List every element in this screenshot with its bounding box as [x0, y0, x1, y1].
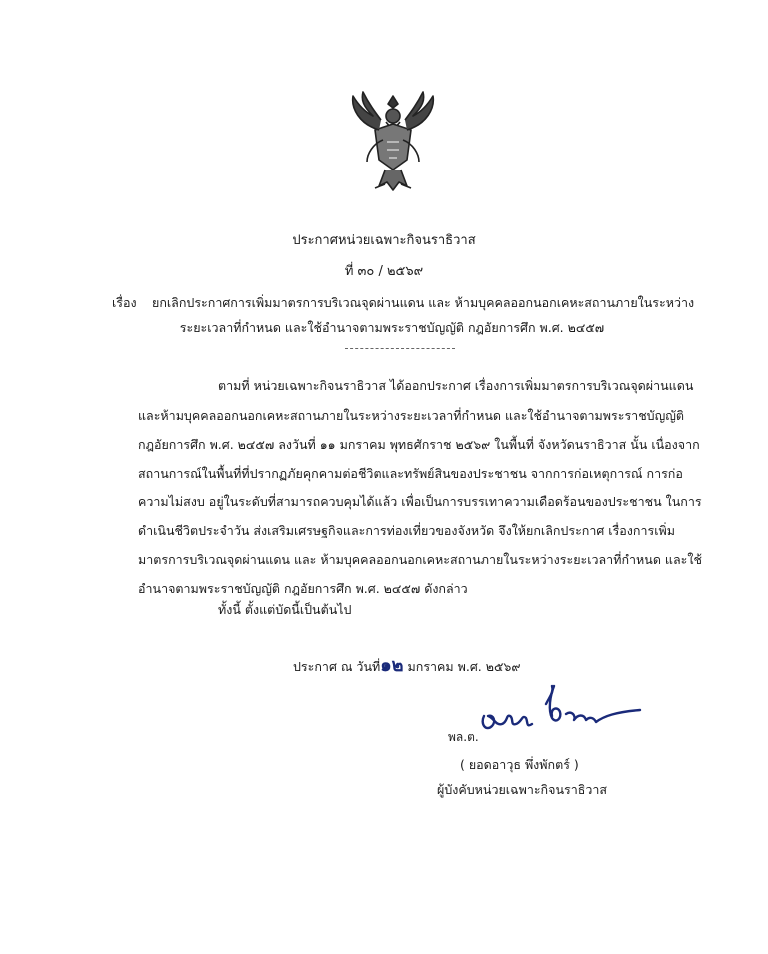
announcement-title: ประกาศหน่วยเฉพาะกิจนราธิวาส: [292, 233, 476, 248]
announce-date: [293, 650, 521, 679]
signer-position: ผู้บังคับหน่วยเฉพาะกิจนราธิวาส: [437, 782, 608, 797]
body-line: ดำเนินชีวิตประจำวัน ส่งเสริมเศรษฐกิจและการท่องเที่ยวของจังหวัด จึงให้ยกเลิกประกาศ เรื่องการเพิ่ม: [138, 523, 675, 538]
subject-line-1: ยกเลิกประกาศการเพิ่มมาตรการบริเวณจุดผ่านแดน และ ห้ามบุคคลออกนอกเคหะสถานภายในระหว่าง: [152, 295, 695, 310]
body-line: อำนาจตามพระราชบัญญัติ กฎอัยการศึก พ.ศ. ๒๔๕๗ ดังกล่าว: [138, 581, 468, 596]
announce-day: ๑๒: [380, 655, 404, 676]
body-line: ตามที่ หน่วยเฉพาะกิจนราธิวาส ได้ออกประกาศ เรื่องการเพิ่มมาตรการบริเวณจุดผ่านแดน: [218, 378, 694, 393]
body-line: และห้ามบุคคลออกนอกเคหะสถานภายในระหว่างระยะเวลาที่กำหนด และใช้อำนาจตามพระราชบัญญัติ: [138, 408, 685, 423]
body-line: กฎอัยการศึก พ.ศ. ๒๔๕๗ ลงวันที่ ๑๑ มกราคม พุทธศักราช ๒๕๖๙ ในพื้นที่ จังหวัดนราธิวาส นั้น เนื่องจาก: [138, 437, 700, 452]
body-line: สถานการณ์ในพื้นที่ที่ปรากฏภัยคุกคามต่อชีวิตและทรัพย์สินของประชาชน จากการก่อเหตุการณ์ การก่อ: [138, 466, 683, 481]
announce-date-prefix: ประกาศ ณ วันที่: [293, 659, 381, 674]
handwritten-signature: [470, 682, 650, 752]
separator-line: [345, 348, 455, 349]
subject-label: เรื่อง: [112, 295, 137, 310]
signer-rank: พล.ต.: [448, 730, 479, 744]
body-line: มาตรการบริเวณจุดผ่านแดน และ ห้ามบุคคลออกนอกเคหะสถานภายในระหว่างระยะเวลาที่กำหนด และใช้: [138, 552, 702, 567]
announce-date-suffix: มกราคม พ.ศ. ๒๕๖๙: [403, 659, 521, 674]
announcement-number: ที่ ๓๐ / ๒๕๖๙: [344, 264, 424, 279]
body-line: ความไม่สงบ อยู่ในระดับที่สามารถควบคุมได้แล้ว เพื่อเป็นการบรรเทาความเดือดร้อนของประชาชน ในการ: [138, 494, 702, 509]
garuda-emblem-icon: [345, 90, 441, 194]
subject-line-2: ระยะเวลาที่กำหนด และใช้อำนาจตามพระราชบัญญัติ กฎอัยการศึก พ.ศ. ๒๔๕๗: [179, 320, 605, 335]
signer-name: ( ยอดอาวุธ พึ่งพักตร์ ): [460, 757, 579, 772]
closing-line: ทั้งนี้ ตั้งแต่บัดนี้เป็นต้นไป: [218, 602, 352, 617]
